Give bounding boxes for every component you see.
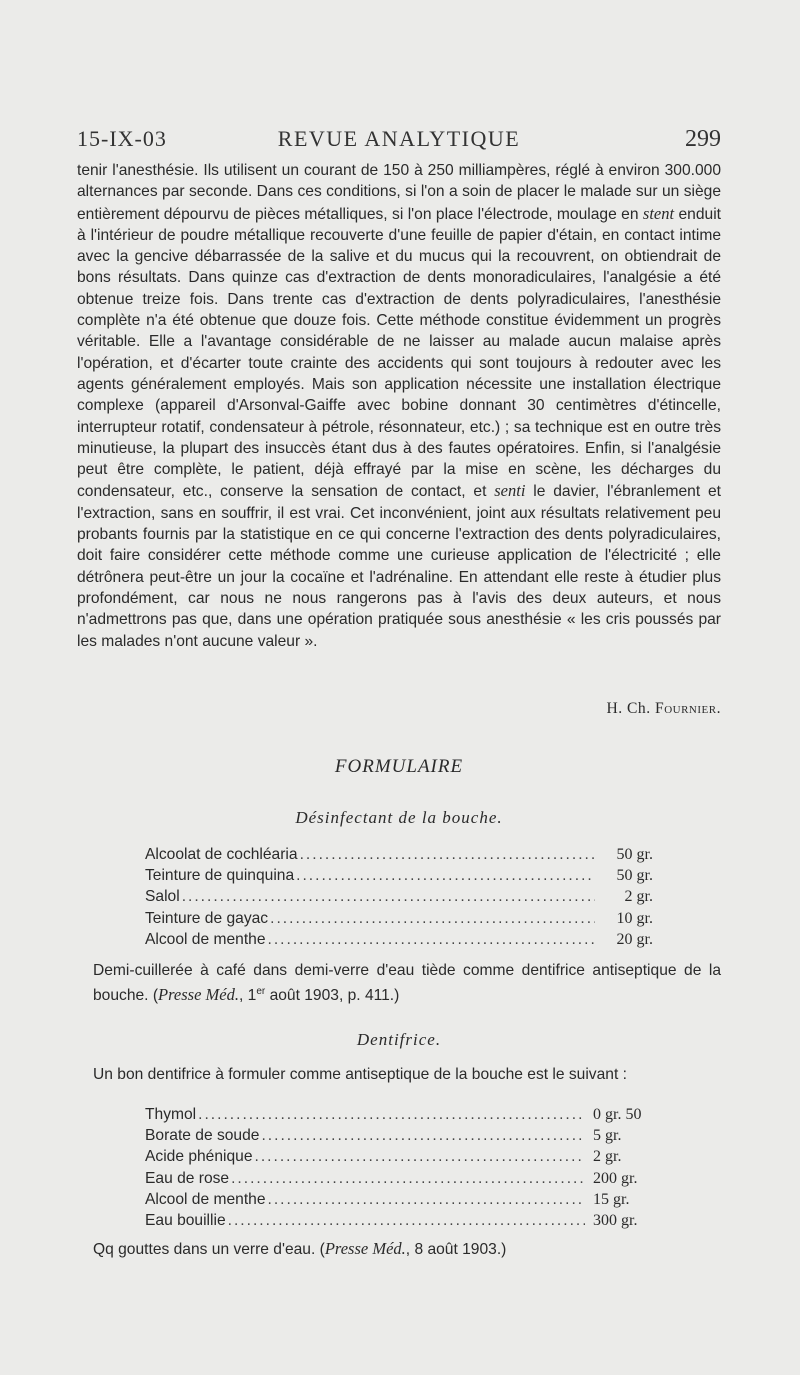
recipe-note: [77, 960, 721, 1007]
leader-dots: [261, 1127, 585, 1145]
article-italic-term: senti: [494, 481, 526, 501]
ingredient-quantity: 10 gr.: [616, 909, 653, 927]
ingredient-quantity: 200 gr.: [593, 1169, 638, 1187]
article-text: enduit à l'intérieur de poudre métallique recouverte d'une feuille de papier d'étain, en contact intime avec la gencive débarrassée de la salive et du mucus qui la recouvrent, on obtiendrait de bons résultats. Dans quinze cas d'extraction de dents monoradiculaires, l'analgésie a été obtenue treize fois. Dans trente cas d'extraction de dents polyradiculaires, l'anesthésie complète n'a été obtenue que douze fois. Cette méthode constitue évidemment un progrès véritable. Elle a l'avantage considérable de ne laisser au malade aucun malaise après l'opération, et d'écarter toute crainte des accidents qui sont toujours à redouter avec les agents généralement employés. Mais son application nécessite une installation électrique complexe (appareil d'Arsonval-Gaiffe avec bobine donnant 30 centimètres d'étincelle, interrupteur rotatif, condensateur à pétrole, résonnateur, etc.) ; sa technique est en outre très minutieuse, la plupart des insuccès étant dus à des fautes opératoires. Enfin, si l'analgésie peut être complète, le patient, déjà effrayé par la mise en scène, les décharges du condensateur, etc., conserve la sensation de contact, et: [77, 205, 721, 501]
ingredient-name: Alcool de menthe: [145, 1190, 266, 1208]
recipe-item: [145, 846, 653, 867]
signature-name: Fournier.: [655, 700, 721, 717]
article-text: le davier, l'ébranlement et l'extraction, sans en souffrir, il est vrai. Cet inconvénient, joint aux résultats relativement peu probants fournis par la statistique en ce qui concerne l'extraction des dents polyradiculaires, doit faire considérer cette méthode comme une curieuse application de l'électricité ; elle détrônera peut-être un jour la cocaïne et l'adrénaline. En attendant elle reste à étudier plus profondément, car nous ne nous rangerons pas à l'avis des deux auteurs, et nous n'admettrons pas que, dans une opération pratiquée sous anesthésie « les cris poussés par les malades n'ont aucune valeur ».: [77, 483, 721, 650]
note-source: Presse Méd.: [158, 985, 239, 1005]
intro-text: Un bon dentifrice à formuler comme antiseptique de la bouche est le suivant :: [93, 1066, 627, 1083]
article-italic-term: stent: [642, 203, 675, 223]
running-title: REVUE ANALYTIQUE: [277, 126, 521, 151]
ingredient-quantity: 300 gr.: [593, 1211, 638, 1229]
ingredient-name: Teinture de quinquina: [145, 867, 295, 885]
leader-dots: [270, 910, 595, 928]
note-source: Presse Méd.: [324, 1239, 406, 1258]
recipe-item: [145, 1212, 665, 1233]
recipe-note: [77, 1238, 721, 1260]
leader-dots: [228, 1212, 585, 1230]
leader-dots: [296, 867, 595, 885]
recipe-item: [145, 1191, 665, 1212]
leader-dots: [231, 1170, 585, 1188]
ingredient-name: Acide phénique: [145, 1148, 253, 1166]
leader-dots: [268, 1191, 586, 1209]
ingredient-name: Alcool de menthe: [145, 930, 266, 948]
leader-dots: [182, 888, 595, 906]
running-header: [77, 126, 721, 156]
recipe-item: [145, 1148, 665, 1169]
ingredient-quantity: 2 gr.: [624, 888, 653, 906]
article-signature: [77, 700, 721, 718]
ingredient-quantity: 50 gr.: [616, 846, 653, 863]
ingredient-quantity: 2 gr.: [593, 1148, 622, 1166]
leader-dots: [198, 1106, 585, 1124]
leader-dots: [300, 846, 595, 864]
note-text: , 8 août 1903.): [405, 1241, 507, 1258]
ingredient-quantity: 0 gr. 50: [593, 1106, 642, 1123]
page-number: 299: [685, 126, 721, 152]
ingredient-name: Salol: [145, 888, 180, 906]
ingredient-name: Alcoolat de cochléaria: [145, 846, 298, 863]
ingredient-quantity: 50 gr.: [616, 867, 653, 885]
recipe-intro: [77, 1064, 721, 1085]
recipe-item: [145, 1170, 665, 1191]
recipe-item: [145, 1127, 665, 1148]
recipe-item: [145, 867, 653, 888]
recipe-list: [145, 846, 653, 952]
note-text: août 1903, p. 411.): [265, 987, 400, 1005]
note-superscript: er: [256, 986, 266, 998]
note-text: Qq gouttes dans un verre d'eau. (: [93, 1241, 325, 1258]
recipe-title: Dentifrice.: [356, 1030, 442, 1049]
article-paragraph: [77, 160, 721, 652]
recipe-item: [145, 910, 653, 931]
article-text: tenir l'anesthésie. Ils utilisent un courant de 150 à 250 milliampères, réglé à environ 300.000 alternances par seconde. Dans ces conditions, si l'on a soin de placer le malade sur un siège entièrement dépourvu de pièces métalliques, si l'on place l'électrode, moulage en: [77, 162, 721, 223]
ingredient-quantity: 15 gr.: [593, 1190, 630, 1208]
leader-dots: [255, 1148, 585, 1166]
recipe-list: [145, 1106, 665, 1233]
note-text: , 1: [238, 987, 257, 1005]
ingredient-name: Thymol: [145, 1106, 197, 1123]
ingredient-name: Borate de soude: [145, 1127, 260, 1145]
leader-dots: [268, 931, 596, 949]
signature-initials: H. Ch.: [606, 700, 656, 717]
ingredient-name: Eau bouillie: [145, 1211, 226, 1229]
recipe-item: [145, 888, 653, 909]
recipe-title: Désinfectant de la bouche.: [295, 808, 503, 827]
recipe-item: [145, 1106, 665, 1127]
note-text: Demi-cuillerée à café dans demi-verre d'eau tiède comme dentifrice antiseptique de la bouche. (: [93, 962, 721, 1005]
issue-date: 15-IX-03: [77, 126, 167, 151]
ingredient-quantity: 5 gr.: [593, 1127, 622, 1145]
recipe-item: [145, 931, 653, 952]
ingredient-name: Teinture de gayac: [145, 909, 269, 927]
section-title-formulaire: FORMULAIRE: [334, 756, 464, 777]
ingredient-name: Eau de rose: [145, 1169, 230, 1187]
ingredient-quantity: 20 gr.: [616, 930, 653, 948]
